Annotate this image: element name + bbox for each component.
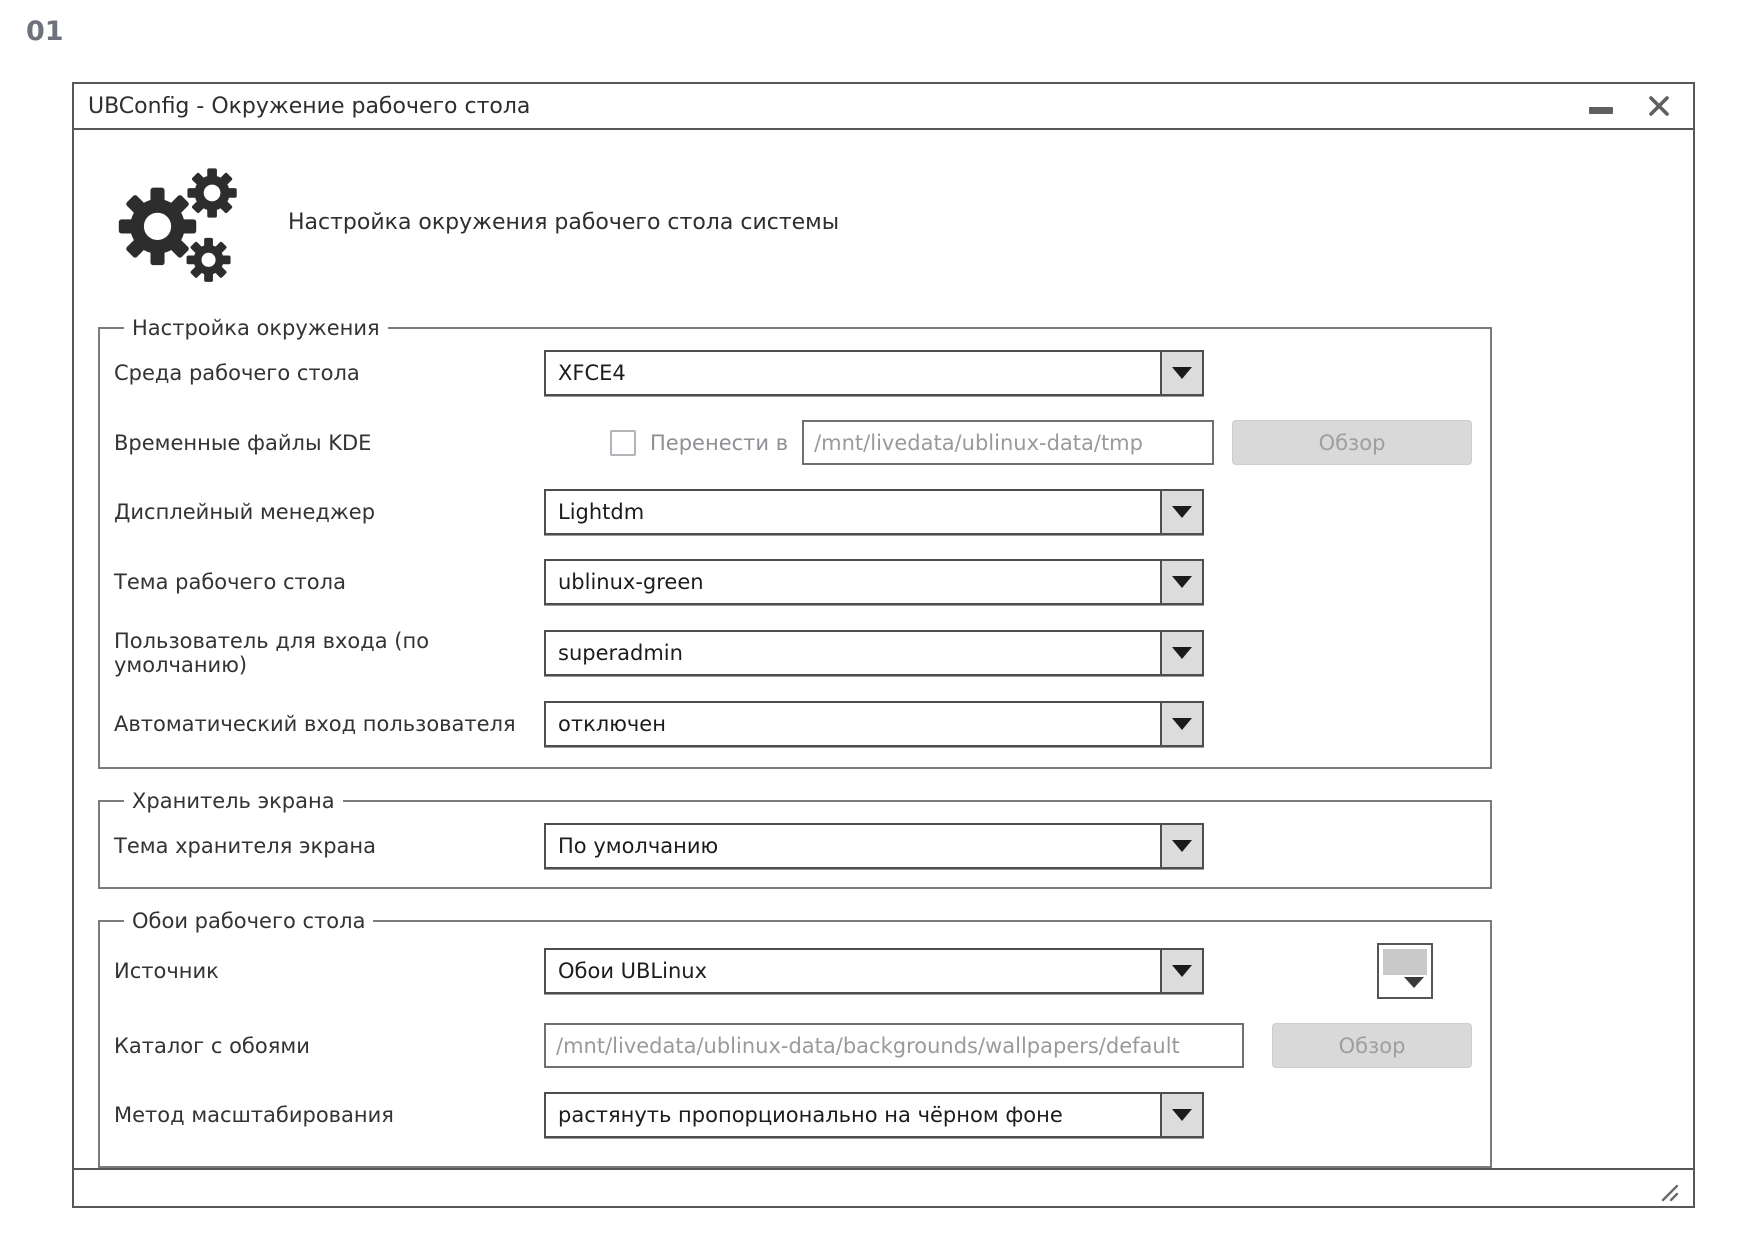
chevron-down-icon — [1404, 977, 1424, 988]
wallpaper-directory-label: Каталог с обоями — [114, 1033, 310, 1058]
minimize-icon — [1589, 107, 1613, 114]
chevron-down-icon[interactable] — [1160, 703, 1202, 745]
wallpaper-color-button[interactable] — [1377, 943, 1433, 999]
minimize-button[interactable] — [1587, 92, 1615, 120]
selected-value: По умолчанию — [558, 834, 719, 858]
wallpaper-directory-input[interactable] — [544, 1023, 1244, 1068]
color-swatch — [1383, 949, 1427, 975]
group-wallpaper — [98, 909, 1492, 1168]
close-icon — [1647, 94, 1671, 118]
group-environment — [98, 316, 1492, 769]
selected-value: Обои UBLinux — [558, 959, 708, 983]
gears-icon — [110, 159, 242, 285]
selected-value: Lightdm — [558, 500, 645, 524]
default-login-user-label: Пользователь для входа (по умолчанию) — [114, 629, 430, 677]
resize-grip[interactable] — [1657, 1180, 1681, 1208]
app-header — [110, 156, 1669, 288]
window-title: UBConfig - Окружение рабочего стола — [88, 93, 531, 119]
screensaver-theme-label: Тема хранителя экрана — [114, 834, 377, 858]
row-scaling-method — [114, 1092, 1476, 1138]
chevron-down-icon[interactable] — [1160, 561, 1202, 603]
row-screensaver-theme — [114, 823, 1476, 869]
close-button[interactable] — [1645, 92, 1673, 120]
default-login-user-select[interactable] — [544, 630, 1204, 676]
auto-login-select[interactable] — [544, 701, 1204, 747]
kde-temp-browse-button[interactable]: Обзор — [1232, 420, 1472, 465]
scaling-method-label: Метод масштабирования — [114, 1103, 394, 1127]
chevron-down-icon[interactable] — [1160, 491, 1202, 533]
status-bar — [74, 1168, 1693, 1216]
screensaver-theme-select[interactable] — [544, 823, 1204, 869]
display-manager-select[interactable] — [544, 489, 1204, 535]
row-wallpaper-directory — [114, 1023, 1476, 1068]
selected-value: superadmin — [558, 641, 683, 665]
chevron-down-icon[interactable] — [1160, 1094, 1202, 1136]
row-desktop-theme — [114, 559, 1476, 605]
chevron-down-icon[interactable] — [1160, 632, 1202, 674]
selected-value: XFCE4 — [558, 361, 626, 385]
wallpaper-source-label: Источник — [114, 959, 219, 983]
resize-grip-icon — [1657, 1180, 1681, 1204]
selected-value: отключен — [558, 712, 666, 736]
desktop-environment-label: Среда рабочего стола — [114, 361, 360, 385]
ubconfig-window — [72, 82, 1695, 1208]
window-content — [74, 130, 1693, 1168]
row-default-login-user — [114, 629, 1476, 677]
window-titlebar[interactable] — [74, 84, 1693, 130]
figure-label: 01 — [26, 16, 64, 47]
selected-value: растянуть пропорционально на чёрном фоне — [558, 1103, 1063, 1127]
row-desktop-environment — [114, 350, 1476, 396]
header-description: Настройка окружения рабочего стола системы — [288, 209, 840, 235]
group-screensaver-title: Хранитель экрана — [132, 789, 335, 813]
group-environment-title: Настройка окружения — [132, 316, 380, 340]
chevron-down-icon[interactable] — [1160, 825, 1202, 867]
desktop-theme-label: Тема рабочего стола — [114, 570, 346, 594]
window-controls — [1587, 92, 1673, 120]
kde-temp-path-input[interactable] — [802, 420, 1214, 465]
wallpaper-source-select[interactable] — [544, 948, 1204, 994]
display-manager-label: Дисплейный менеджер — [114, 500, 376, 524]
row-kde-temp-files — [114, 420, 1476, 465]
move-to-checkbox-label: Перенести в — [650, 430, 789, 455]
selected-value: ublinux-green — [558, 570, 704, 594]
row-display-manager — [114, 489, 1476, 535]
auto-login-label: Автоматический вход пользователя — [114, 712, 516, 736]
group-screensaver — [98, 789, 1492, 889]
row-auto-login — [114, 701, 1476, 747]
desktop-environment-select[interactable] — [544, 350, 1204, 396]
wallpaper-browse-button[interactable]: Обзор — [1272, 1023, 1472, 1068]
chevron-down-icon[interactable] — [1160, 352, 1202, 394]
desktop-theme-select[interactable] — [544, 559, 1204, 605]
move-to-checkbox[interactable] — [610, 430, 636, 456]
kde-temp-files-label: Временные файлы KDE — [114, 430, 372, 455]
group-wallpaper-title: Обои рабочего стола — [132, 909, 366, 933]
chevron-down-icon[interactable] — [1160, 950, 1202, 992]
row-wallpaper-source — [114, 943, 1476, 999]
scaling-method-select[interactable] — [544, 1092, 1204, 1138]
